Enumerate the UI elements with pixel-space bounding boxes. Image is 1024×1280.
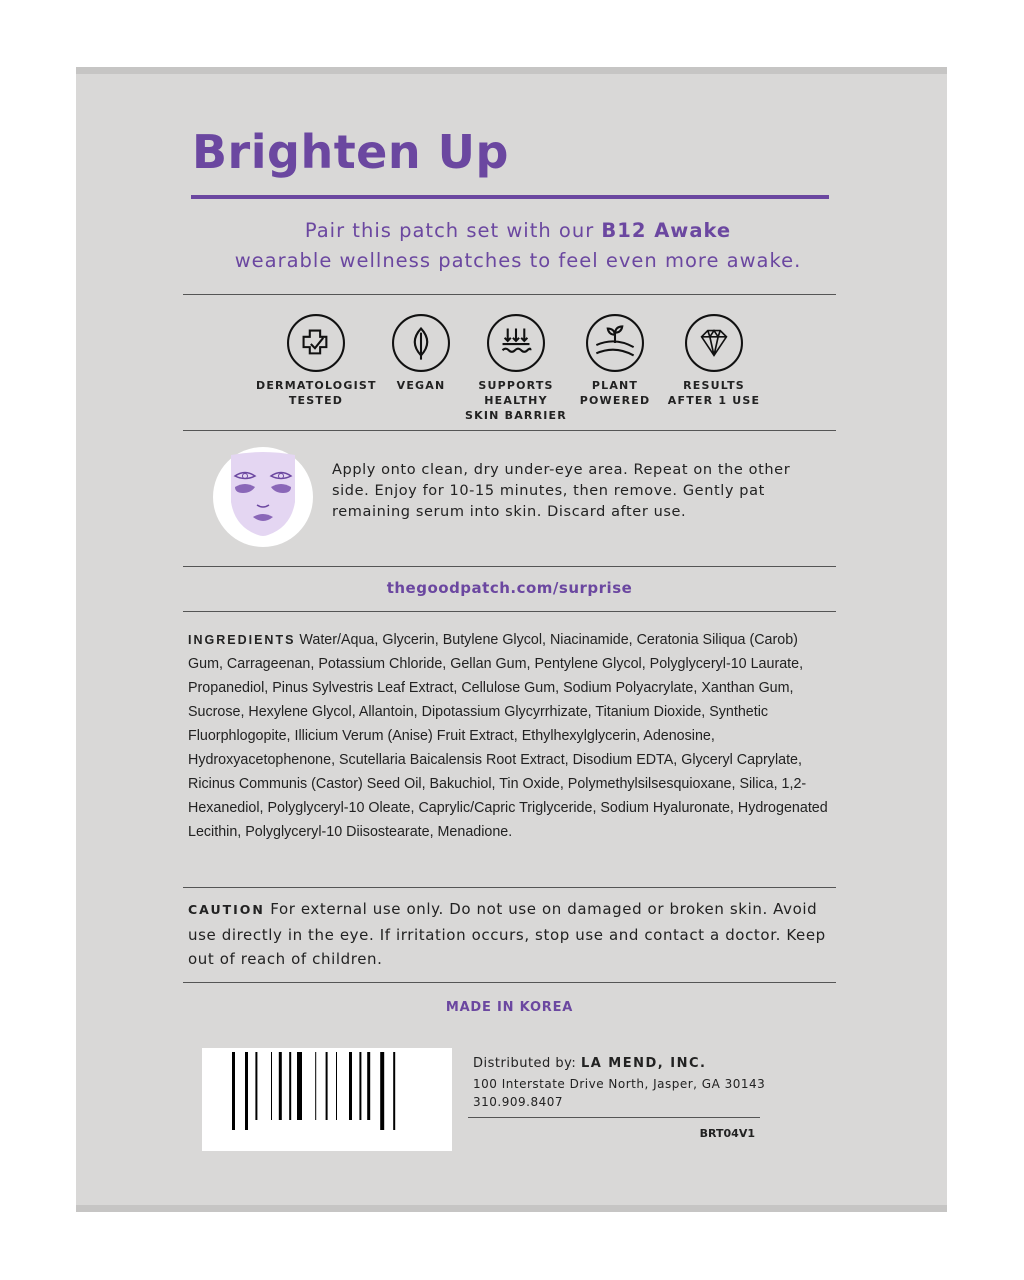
face-with-eye-patches-icon <box>213 447 313 547</box>
barcode-bar <box>326 1052 328 1120</box>
pairing-text <box>183 216 853 276</box>
pairing-line1: Pair this patch set with our <box>304 219 602 242</box>
badge-label: TESTED <box>288 394 344 407</box>
country-of-origin: MADE IN KOREA <box>445 1000 574 1015</box>
badge-label: SKIN BARRIER <box>465 409 567 422</box>
badge-label: RESULTS <box>683 379 745 392</box>
caution-text: For external use only. Do not use on damaged or broken skin. Avoid use directly in the eye. If irritation occurs, stop use and contact a doctor. Keep out of reach of children. <box>188 900 826 968</box>
caution-section <box>188 897 828 972</box>
barcode-bar <box>349 1052 352 1120</box>
badge-label: AFTER 1 USE <box>667 394 761 407</box>
website-link[interactable]: thegoodpatch.com/surprise <box>386 579 633 597</box>
product-title: Brighten Up <box>192 125 509 179</box>
badge-label: SUPPORTS <box>478 379 554 392</box>
directions-text: Apply onto clean, dry under-eye area. Repeat on the other side. Enjoy for 10-15 minutes, then remove. Gently pat remaining serum into skin. Discard after use. <box>332 462 791 520</box>
barcode-bar <box>279 1052 282 1120</box>
barcode-icon <box>202 1048 452 1151</box>
pairing-product-name: B12 Awake <box>601 219 732 242</box>
barcode-bar <box>315 1052 316 1120</box>
ingredients-label: INGREDIENTS <box>188 633 296 647</box>
leaf-icon <box>392 314 450 372</box>
barcode-bar <box>359 1052 361 1120</box>
distributor-phone: 310.909.8407 <box>473 1095 563 1109</box>
badge-cross-check <box>256 314 376 408</box>
face-illustration <box>213 447 313 547</box>
barcode-bar <box>336 1052 337 1120</box>
badge-label: DERMATOLOGIST <box>256 379 377 392</box>
barcode <box>202 1048 452 1151</box>
distributor-address: 100 Interstate Drive North, Jasper, GA 30143 <box>473 1077 766 1091</box>
badge-diamond <box>654 314 774 408</box>
distributor-name: LA MEND, INC. <box>580 1056 707 1071</box>
badge-label: VEGAN <box>396 379 446 392</box>
diamond-icon <box>685 314 743 372</box>
badge-label: POWERED <box>579 394 651 407</box>
barcode-bar <box>393 1052 395 1130</box>
ingredients-list: Water/Aqua, Glycerin, Butylene Glycol, Niacinamide, Ceratonia Siliqua (Carob) Gum, Carrageenan, Potassium Chloride, Gellan Gum, Pentylene Glycol, Polyglyceryl-10 Laurate, Propanediol, Pinus Sylvestris Leaf Extract, Cellulose Gum, Sodium Polyacrylate, Xanthan Gum, Sucrose, Hexylene Glycol, Allantoin, Dipotassium Glycyrrhizate, Titanium Dioxide, Synthetic Fluorphlogopite, Illicium Verum (Anise) Fruit Extract, Ethylhexylglycerin, Adenosine, Hydroxyacetophenone, Scutellaria Baicalensis Root Extract, Disodium EDTA, Glyceryl Caprylate, Ricinus Communis (Castor) Seed Oil, Bakuchiol, Tin Oxide, Polymethylsilsesquioxane, Silica, 1,2-Hexanediol, Polyglyceryl-10 Oleate, Caprylic/Capric Triglyceride, Sodium Hyaluronate, Hydrogenated Lecithin, Polyglyceryl-10 Diisostearate, Menadione. <box>188 632 828 840</box>
sprout-icon <box>586 314 644 372</box>
barcode-bar <box>245 1052 248 1130</box>
distributor-prefix: Distributed by: <box>473 1056 581 1071</box>
barcode-bar <box>232 1052 235 1130</box>
caution-label: CAUTION <box>188 902 265 917</box>
barcode-bar <box>380 1052 384 1130</box>
barcode-bar <box>289 1052 291 1120</box>
ingredients-section <box>188 628 828 844</box>
barcode-bar <box>271 1052 272 1120</box>
badge-label: PLANT <box>591 379 639 392</box>
product-code: BRT04V1 <box>699 1127 755 1140</box>
barcode-bar <box>255 1052 257 1120</box>
title-underline <box>191 195 829 199</box>
pairing-line2: wearable wellness patches to feel even more awake. <box>234 249 802 272</box>
distributor-section <box>473 1056 765 1109</box>
badge-label: HEALTHY <box>484 394 548 407</box>
barcode-bar <box>367 1052 370 1120</box>
skin-barrier-icon <box>487 314 545 372</box>
cross-check-icon <box>287 314 345 372</box>
barcode-bar <box>297 1052 302 1120</box>
